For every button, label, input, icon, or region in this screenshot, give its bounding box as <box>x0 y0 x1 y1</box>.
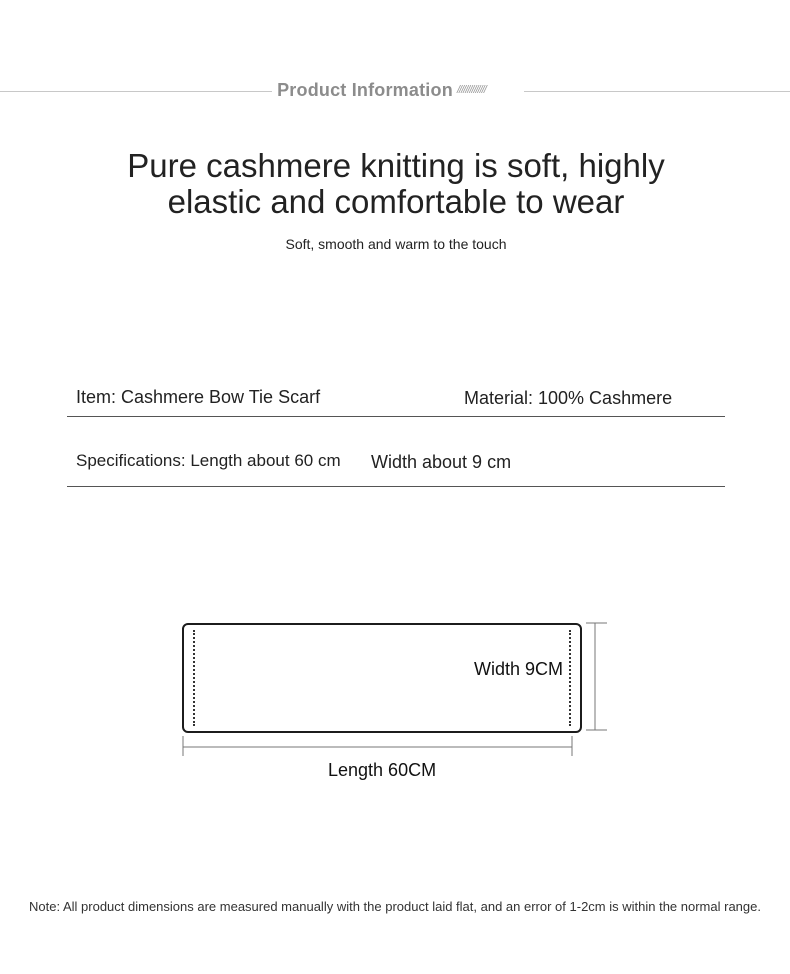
spec-material: Material: 100% Cashmere <box>464 388 673 408</box>
spec-specifications: Specifications: Length about 60 cm <box>76 451 341 470</box>
subtitle: Soft, smooth and warm to the touch <box>285 236 507 252</box>
measurement-note: Note: All product dimensions are measured manually with the product laid flat, and an error of 1-2cm is within the normal range. <box>29 899 761 914</box>
spec-width: Width about 9 cm <box>371 452 512 472</box>
width-label: Width 9CM <box>474 659 564 679</box>
headline-line-2: elastic and comfortable to wear <box>167 183 625 220</box>
title-decoration: ////////////// <box>457 84 486 96</box>
section-title: Product Information <box>277 80 453 100</box>
headline-line-1: Pure cashmere knitting is soft, highly <box>127 147 665 184</box>
length-label: Length 60CM <box>328 760 437 780</box>
spec-item: Item: Cashmere Bow Tie Scarf <box>76 387 321 407</box>
